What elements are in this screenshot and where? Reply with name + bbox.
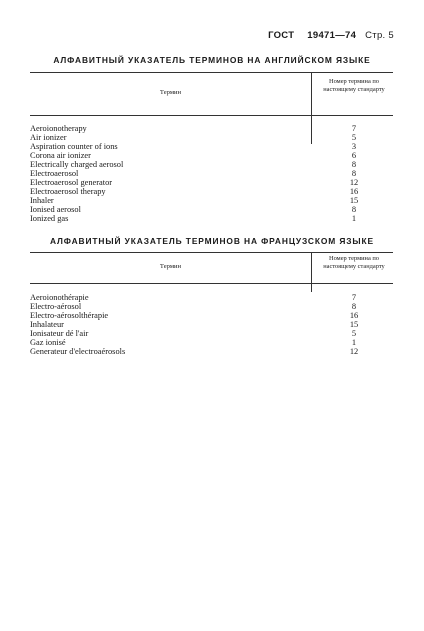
term: Aspiration counter of ions <box>30 142 118 151</box>
term: Electrically charged aerosol <box>30 160 124 169</box>
term: Aeroionothérapie <box>30 293 89 302</box>
term: Corona air ionizer <box>30 151 91 160</box>
table-row <box>30 320 393 329</box>
term-number: 8 <box>351 160 357 169</box>
term: Generateur d'electroaérosols <box>30 347 126 356</box>
term: Inhaler <box>30 196 54 205</box>
table-row <box>30 329 393 338</box>
term-number: 1 <box>351 338 357 347</box>
term: Electroaerosol generator <box>30 178 113 187</box>
table-row <box>30 169 393 178</box>
term-number: 6 <box>351 151 357 160</box>
table-row <box>30 133 393 142</box>
table-body <box>30 116 393 223</box>
table-row <box>30 293 393 302</box>
column-header-number: Номер термина по настоящему стандарту <box>323 78 385 93</box>
table-row <box>30 142 393 151</box>
table-header <box>30 72 393 116</box>
column-header-term: Термин <box>159 263 182 270</box>
column-divider <box>311 73 312 115</box>
term-number: 7 <box>351 124 357 133</box>
term-number: 7 <box>351 293 357 302</box>
term-number: 3 <box>351 142 357 151</box>
gost-label: ГОСТ <box>268 30 295 41</box>
table-row <box>30 311 393 320</box>
term: Ionisateur dé l'air <box>30 329 89 338</box>
term-number: 16 <box>349 311 359 320</box>
term: Aeroionotherapy <box>30 124 87 133</box>
french-terms-table <box>30 252 393 356</box>
section-title-english: АЛФАВИТНЫЙ УКАЗАТЕЛЬ ТЕРМИНОВ НА АНГЛИЙСКОМ ЯЗЫКЕ <box>53 55 371 65</box>
term-number: 5 <box>351 133 357 142</box>
term: Gaz ionisé <box>30 338 66 347</box>
term-number: 1 <box>351 214 357 223</box>
term: Ionized gas <box>30 214 69 223</box>
term: Air ionizer <box>30 133 67 142</box>
term-number: 8 <box>351 302 357 311</box>
table-row <box>30 338 393 347</box>
term-number: 15 <box>349 196 359 205</box>
table-row <box>30 187 393 196</box>
term-number: 8 <box>351 169 357 178</box>
table-row <box>30 160 393 169</box>
term-number: 8 <box>351 205 357 214</box>
column-divider <box>311 253 312 283</box>
table-row <box>30 196 393 205</box>
column-header-number: Номер термина по настоящему стандарту <box>323 255 385 270</box>
term: Ionised aerosol <box>30 205 81 214</box>
page-header <box>268 30 394 41</box>
section-title-french: АЛФАВИТНЫЙ УКАЗАТЕЛЬ ТЕРМИНОВ НА ФРАНЦУЗСКОМ ЯЗЫКЕ <box>49 236 375 246</box>
table-body <box>30 284 393 356</box>
english-terms-table <box>30 72 393 223</box>
term: Electroaerosol therapy <box>30 187 106 196</box>
table-row <box>30 124 393 133</box>
table-row <box>30 302 393 311</box>
term: Electro-aérosol <box>30 302 82 311</box>
table-row <box>30 178 393 187</box>
table-row <box>30 347 393 356</box>
term-number: 15 <box>349 320 359 329</box>
table-row <box>30 214 393 223</box>
term: Inhalateur <box>30 320 64 329</box>
term: Electroaerosol <box>30 169 79 178</box>
term: Electro-aérosolthérapie <box>30 311 109 320</box>
column-divider <box>311 284 312 292</box>
page-number: Стр. 5 <box>365 30 394 41</box>
term-number: 16 <box>349 187 359 196</box>
standard-number: 19471—74 <box>307 30 357 41</box>
table-row <box>30 151 393 160</box>
term-number: 12 <box>349 178 359 187</box>
table-row <box>30 205 393 214</box>
term-number: 12 <box>349 347 359 356</box>
table-header <box>30 252 393 284</box>
column-header-term: Термин <box>159 89 182 96</box>
term-number: 5 <box>351 329 357 338</box>
